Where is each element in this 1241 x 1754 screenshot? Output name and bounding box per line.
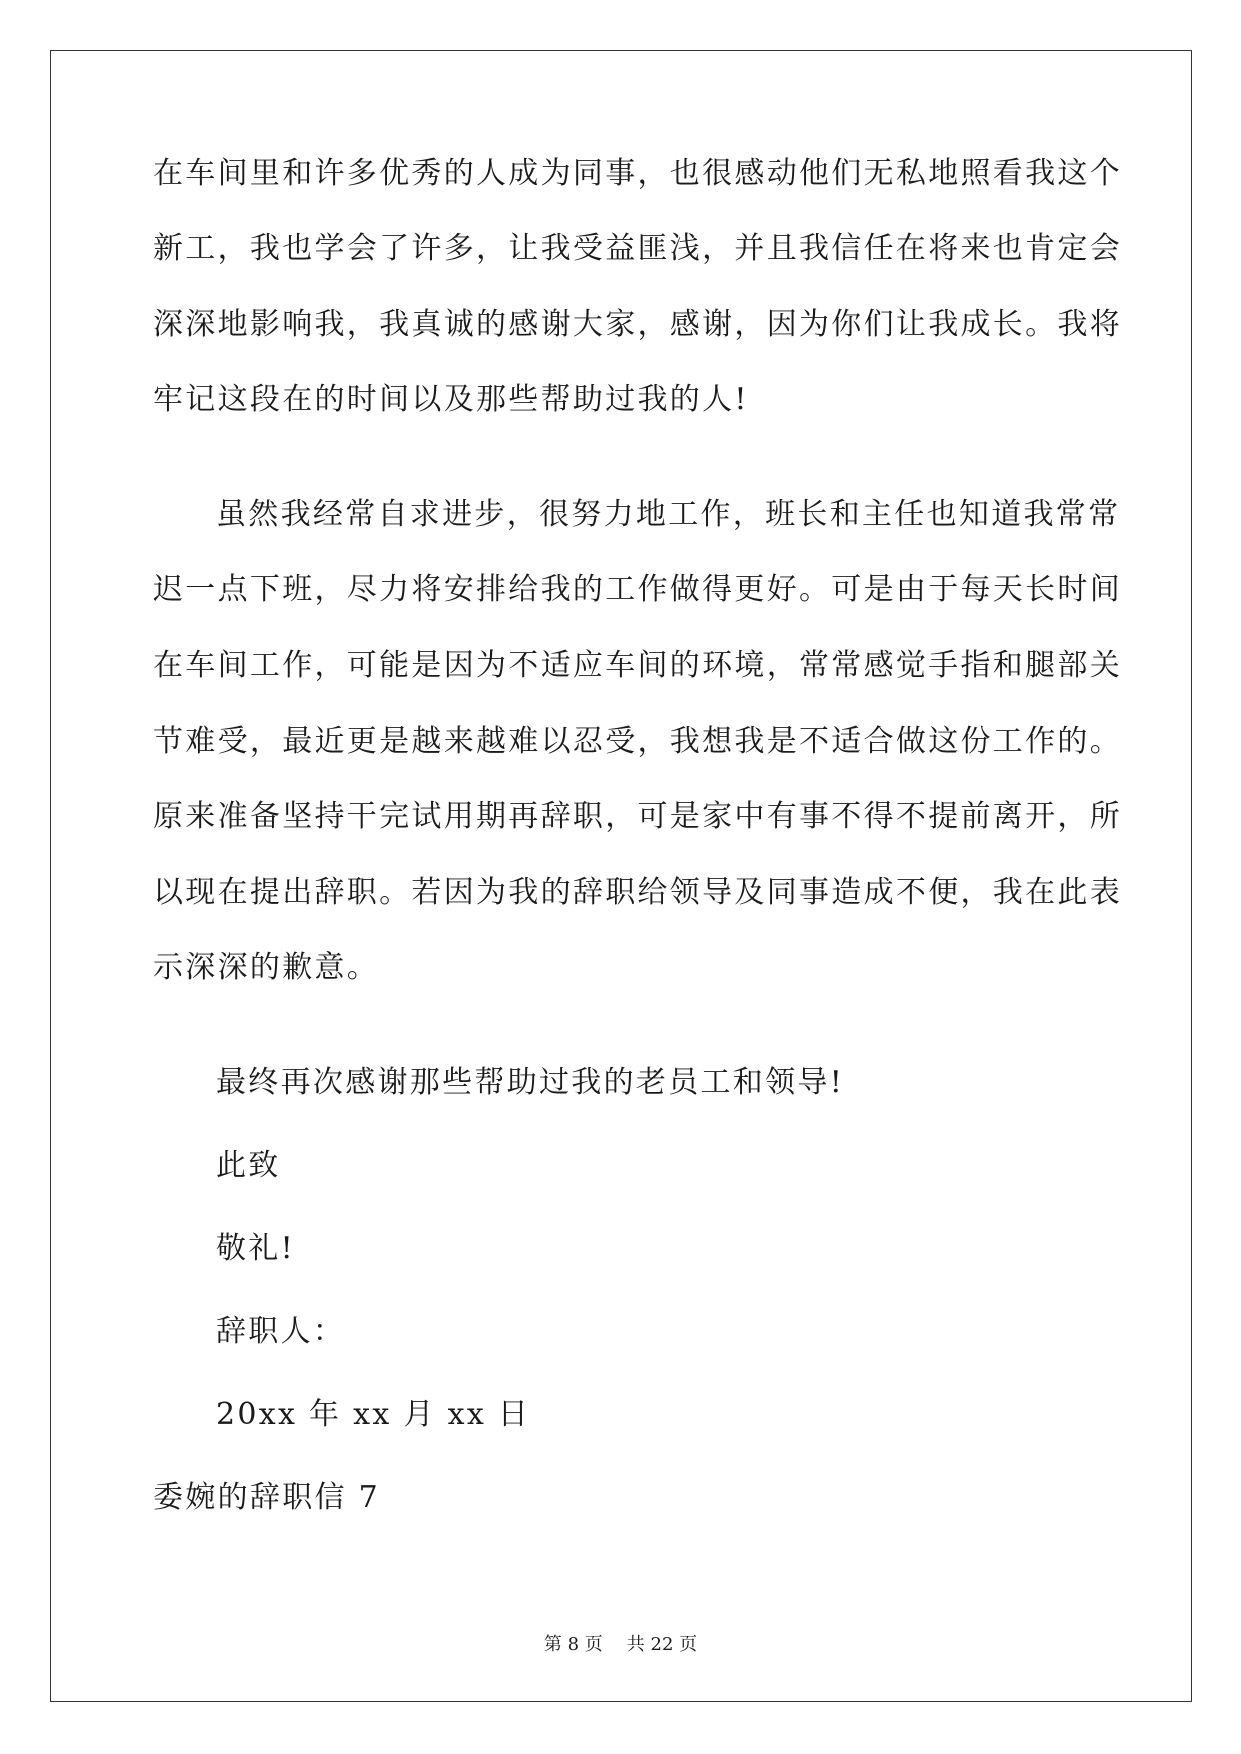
body-line: 以现在提出辞职。若因为我的辞职给领导及同事造成不便，我在此表 <box>153 875 1122 910</box>
page-footer <box>0 1633 1241 1657</box>
page-number: 第 8 页 <box>543 1634 603 1655</box>
body-line: 节难受，最近更是越来越难以忍受，我想我是不适合做这份工作的。 <box>153 724 1122 759</box>
body-line: 深深地影响我，我真诚的感谢大家，感谢，因为你们让我成长。我将 <box>153 307 1122 342</box>
body-line: 虽然我经常自求进步，很努力地工作，班长和主任也知道我常常 <box>216 497 1121 532</box>
body-line: 在车间里和许多优秀的人成为同事，也很感动他们无私地照看我这个 <box>153 156 1122 191</box>
body-line: 示深深的歉意。 <box>153 950 380 985</box>
body-line: 新工，我也学会了许多，让我受益匪浅，并且我信任在将来也肯定会 <box>153 231 1122 266</box>
page-total: 共 22 页 <box>626 1634 698 1655</box>
body-line: 牢记这段在的时间以及那些帮助过我的人! <box>153 382 749 417</box>
section-title: 委婉的辞职信 7 <box>153 1480 381 1515</box>
body-line: 原来准备坚持干完试用期再辞职，可是家中有事不得不提前离开，所 <box>153 799 1122 834</box>
date-line: 20xx 年 xx 月 xx 日 <box>216 1397 531 1432</box>
salutation-jingli: 敬礼! <box>216 1231 295 1266</box>
closing-thanks: 最终再次感谢那些帮助过我的老员工和领导! <box>216 1065 845 1100</box>
salutation-cizhi: 此致 <box>216 1148 281 1183</box>
body-line: 迟一点下班，尽力将安排给我的工作做得更好。可是由于每天长时间 <box>153 572 1122 607</box>
body-line: 在车间工作，可能是因为不适应车间的环境，常常感觉手指和腿部关 <box>153 648 1122 683</box>
signature-label: 辞职人： <box>216 1314 346 1349</box>
